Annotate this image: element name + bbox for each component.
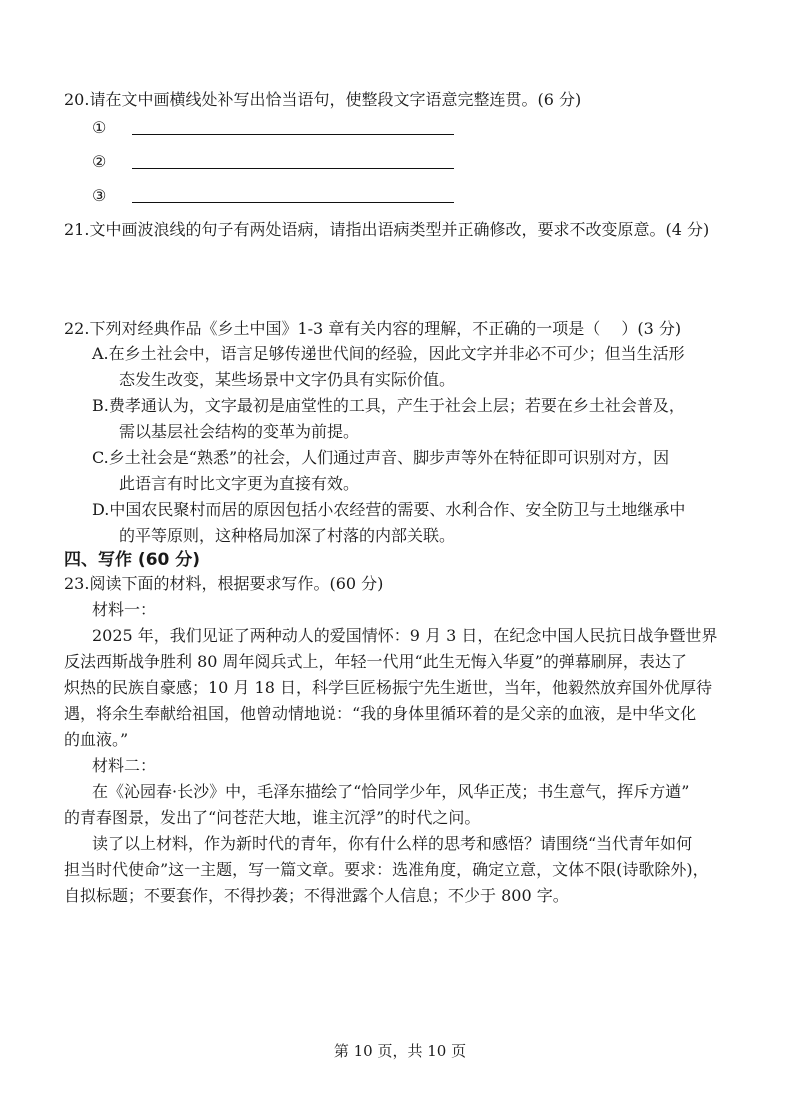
option-c-continued: 此语言有时比文字更为直接有效。 bbox=[119, 474, 360, 493]
material-1-text-line: 2025 年，我们见证了两种动人的爱国情怀：9 月 3 日，在纪念中国人民抗日战争暨世界 bbox=[92, 626, 718, 645]
material-2-label: 材料二： bbox=[92, 756, 157, 775]
option-c[interactable]: C.乡土社会是“熟悉”的社会，人们通过声音、脚步声等外在特征即可识别对方，因 bbox=[92, 448, 670, 467]
option-b-continued: 需以基层社会结构的变革为前提。 bbox=[119, 422, 360, 441]
writing-requirement-line: 自拟标题；不要套作，不得抄袭；不得泄露个人信息；不少于 800 字。 bbox=[64, 886, 569, 905]
blank-underline bbox=[132, 134, 454, 135]
option-a[interactable]: A.在乡土社会中，语言足够传递世代间的经验，因此文字并非必不可少；但当生活形 bbox=[92, 344, 685, 363]
writing-requirement-line: 读了以上材料，作为新时代的青年，你有什么样的思考和感悟？请围绕“当代青年如何 bbox=[92, 834, 693, 853]
blank-number: ② bbox=[92, 152, 107, 171]
material-1-text-line: 的血液。” bbox=[64, 730, 129, 749]
option-a-continued: 态发生改变，某些场景中文字仍具有实际价值。 bbox=[119, 370, 456, 389]
option-b[interactable]: B.费孝通认为，文字最初是庙堂性的工具，产生于社会上层；若要在乡土社会普及， bbox=[92, 396, 685, 415]
material-2-text-line: 的青春图景，发出了“问苍茫大地，谁主沉浮”的时代之问。 bbox=[64, 808, 481, 827]
blank-underline bbox=[132, 202, 454, 203]
blank-number: ① bbox=[92, 118, 107, 137]
option-d-continued: 的平等原则，这种格局加深了村落的内部关联。 bbox=[119, 526, 456, 545]
material-1-text-line: 反法西斯战争胜利 80 周年阅兵式上，年轻一代用“此生无悔入华夏”的弹幕刷屏，表达了 bbox=[64, 652, 687, 671]
material-1-label: 材料一： bbox=[92, 600, 157, 619]
question-23-prompt: 23.阅读下面的材料，根据要求写作。(60 分) bbox=[64, 574, 384, 593]
page-footer: 第 10 页，共 10 页 bbox=[333, 1042, 467, 1060]
material-1-text-line: 炽热的民族自豪感；10 月 18 日，科学巨匠杨振宁先生逝世，当年，他毅然放弃国外优厚待 bbox=[64, 678, 712, 697]
question-20-prompt: 20.请在文中画横线处补写出恰当语句，使整段文字语意完整连贯。(6 分) bbox=[64, 90, 582, 109]
blank-number: ③ bbox=[92, 186, 107, 205]
answer-blank-3[interactable] bbox=[92, 182, 132, 210]
material-2-text-line: 在《沁园春·长沙》中，毛泽东描绘了“恰同学少年，风华正茂；书生意气，挥斥方遒” bbox=[92, 782, 690, 801]
option-d[interactable]: D.中国农民聚村而居的原因包括小农经营的需要、水利合作、安全防卫与土地继承中 bbox=[92, 500, 686, 519]
blank-underline bbox=[132, 168, 454, 169]
question-22-prompt: 22.下列对经典作品《乡土中国》1-3 章有关内容的理解，不正确的一项是（ ）(3 分) bbox=[64, 319, 682, 338]
material-1-text-line: 遇，将余生奉献给祖国，他曾动情地说：“我的身体里循环着的是父亲的血液，是中华文化 bbox=[64, 704, 697, 723]
answer-blank-1[interactable] bbox=[92, 114, 132, 142]
answer-blank-2[interactable] bbox=[92, 148, 132, 176]
question-21-prompt: 21.文中画波浪线的句子有两处语病，请指出语病类型并正确修改，要求不改变原意。(4 分) bbox=[64, 220, 710, 239]
section-heading-writing: 四、写作 (60 分) bbox=[64, 550, 201, 570]
writing-requirement-line: 担当时代使命”这一主题，写一篇文章。要求：选准角度，确定立意，文体不限(诗歌除外)， bbox=[64, 860, 709, 879]
